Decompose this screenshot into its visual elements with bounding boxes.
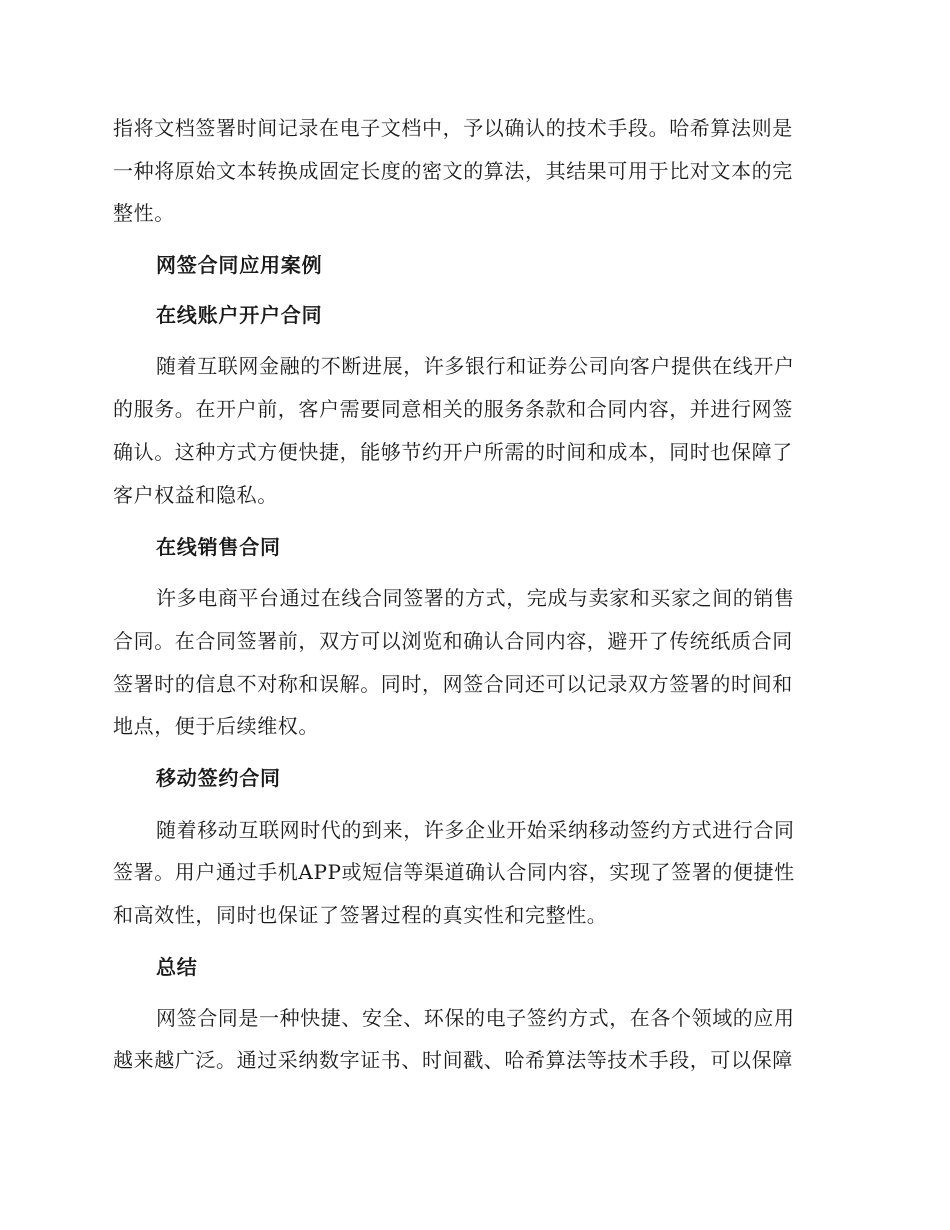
online-account-line-2: 的服务。在开户前，客户需要同意相关的服务条款和合同内容，并进行网签 xyxy=(113,397,793,421)
online-account-line-1: 随着互联网金融的不断进展，许多银行和证券公司向客户提供在线开户 xyxy=(156,354,795,378)
online-account-line-3: 确认。这种方式方便快捷，能够节约开户所需的时间和成本，同时也保障了 xyxy=(113,440,793,464)
mobile-line-3: 和高效性，同时也保证了签署过程的真实性和完整性。 xyxy=(113,903,608,927)
heading-online-sales: 在线销售合同 xyxy=(156,535,281,559)
online-sales-line-4: 地点，便于后续维权。 xyxy=(113,714,319,738)
heading-online-account: 在线账户开户合同 xyxy=(156,303,323,327)
intro-line-3: 整性。 xyxy=(113,201,175,225)
section-heading: 网签合同应用案例 xyxy=(156,253,323,277)
mobile-line-2: 签署。用户通过手机APP或短信等渠道确认合同内容，实现了签署的便捷性 xyxy=(113,860,795,884)
online-sales-line-1: 许多电商平台通过在线合同签署的方式，完成与卖家和买家之间的销售 xyxy=(156,586,795,610)
mobile-line-1: 随着移动互联网时代的到来，许多企业开始采纳移动签约方式进行合同 xyxy=(156,818,795,842)
heading-mobile: 移动签约合同 xyxy=(156,766,281,790)
intro-line-2: 一种将原始文本转换成固定长度的密文的算法，其结果可用于比对文本的完 xyxy=(113,159,793,183)
summary-line-1: 网签合同是一种快捷、安全、环保的电子签约方式，在各个领域的应用 xyxy=(156,1006,795,1030)
summary-line-2: 越来越广泛。通过采纳数字证书、时间戳、哈希算法等技术手段，可以保障 xyxy=(113,1048,793,1072)
online-account-line-4: 客户权益和隐私。 xyxy=(113,483,278,507)
heading-summary: 总结 xyxy=(156,955,198,979)
online-sales-line-3: 签署时的信息不对称和误解。同时，网签合同还可以记录双方签署的时间和 xyxy=(113,672,793,696)
online-sales-line-2: 合同。在合同签署前，双方可以浏览和确认合同内容，避开了传统纸质合同 xyxy=(113,629,793,653)
intro-line-1: 指将文档签署时间记录在电子文档中，予以确认的技术手段。哈希算法则是 xyxy=(113,116,793,140)
